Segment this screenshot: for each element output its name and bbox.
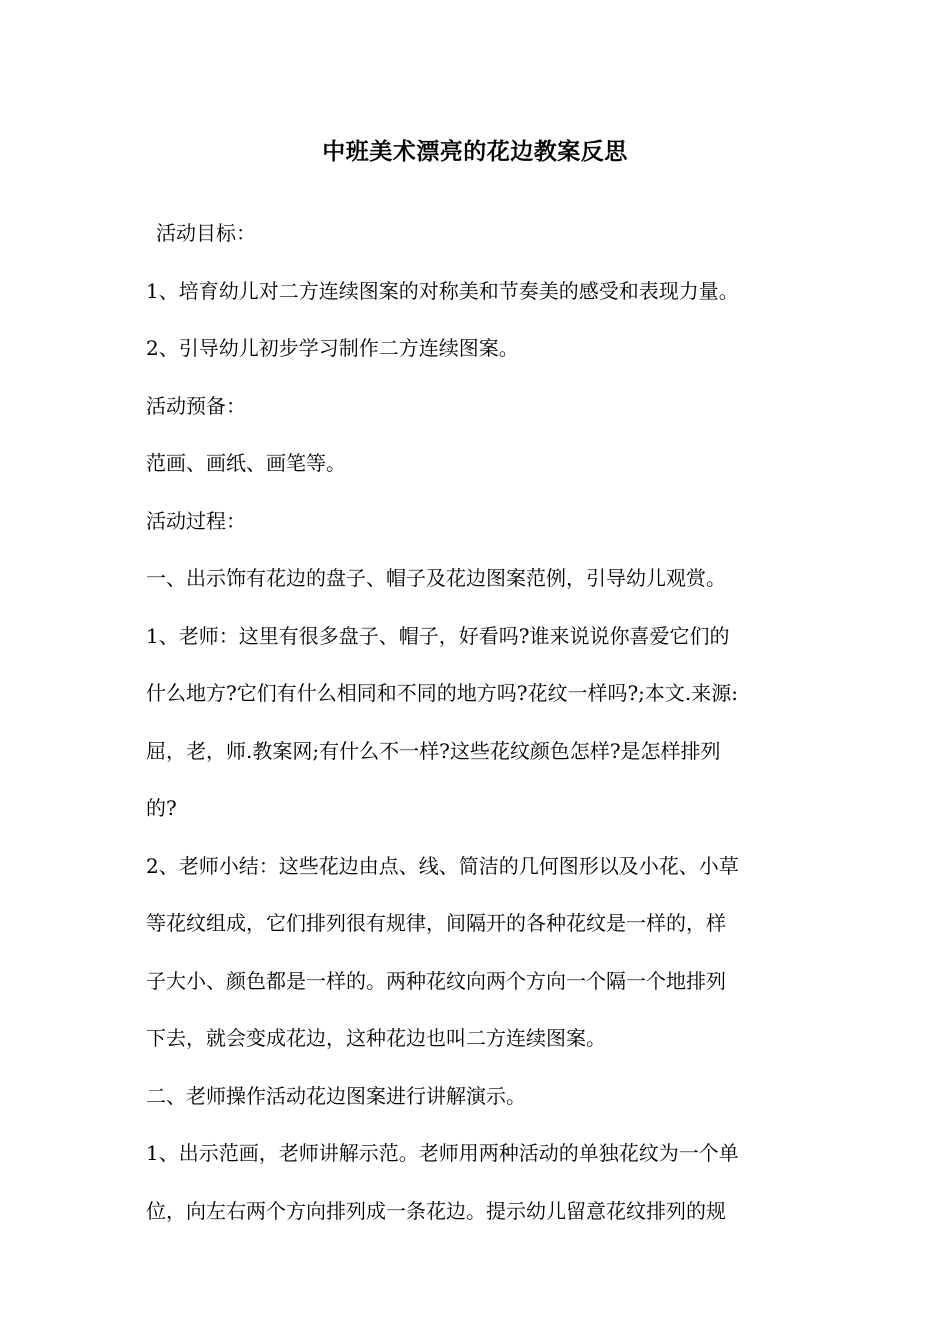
text-line: 2、引导幼儿初步学习制作二方连续图案。 [146,336,519,360]
text-line: 1、出示范画，老师讲解示范。老师用两种活动的单独花纹为一个单 [146,1141,739,1165]
text-line: 位，向左右两个方向排列成一条花边。提示幼儿留意花纹排列的规 [146,1198,726,1223]
section-heading-preparation: 活动预备： [146,393,246,418]
section-heading-process: 活动过程： [146,508,246,533]
text-line: 什么地方?它们有什么相同和不同的地方吗?花纹一样吗?;本文.来源: [146,681,739,705]
text-line: 的? [146,796,177,820]
text-line: 2、老师小结：这些花边由点、线、简洁的几何图形以及小花、小草 [146,853,739,878]
section-heading-goals: 活动目标： [156,221,256,245]
text-line: 范画、画纸、画笔等。 [146,451,346,475]
text-line: 1、老师：这里有很多盘子、帽子，好看吗?谁来说说你喜爱它们的 [146,623,730,648]
document-body [146,205,818,1240]
text-line: 屈，老，师.教案网;有什么不一样?这些花纹颜色怎样?是怎样排列 [146,738,721,763]
text-line: 二、老师操作活动花边图案进行讲解演示。 [146,1083,526,1108]
text-line: 一、出示饰有花边的盘子、帽子及花边图案范例，引导幼儿观赏。 [146,566,726,590]
text-line: 1、培育幼儿对二方连续图案的对称美和节奏美的感受和表现力量。 [146,278,739,303]
text-line: 子大小、颜色都是一样的。两种花纹向两个方向一个隔一个地排列 [146,968,726,993]
text-line: 等花纹组成，它们排列很有规律，间隔开的各种花纹是一样的，样 [146,911,726,935]
document-title: 中班美术漂亮的花边教案反思 [322,138,628,165]
text-line: 下去，就会变成花边，这种花边也叫二方连续图案。 [146,1026,606,1050]
